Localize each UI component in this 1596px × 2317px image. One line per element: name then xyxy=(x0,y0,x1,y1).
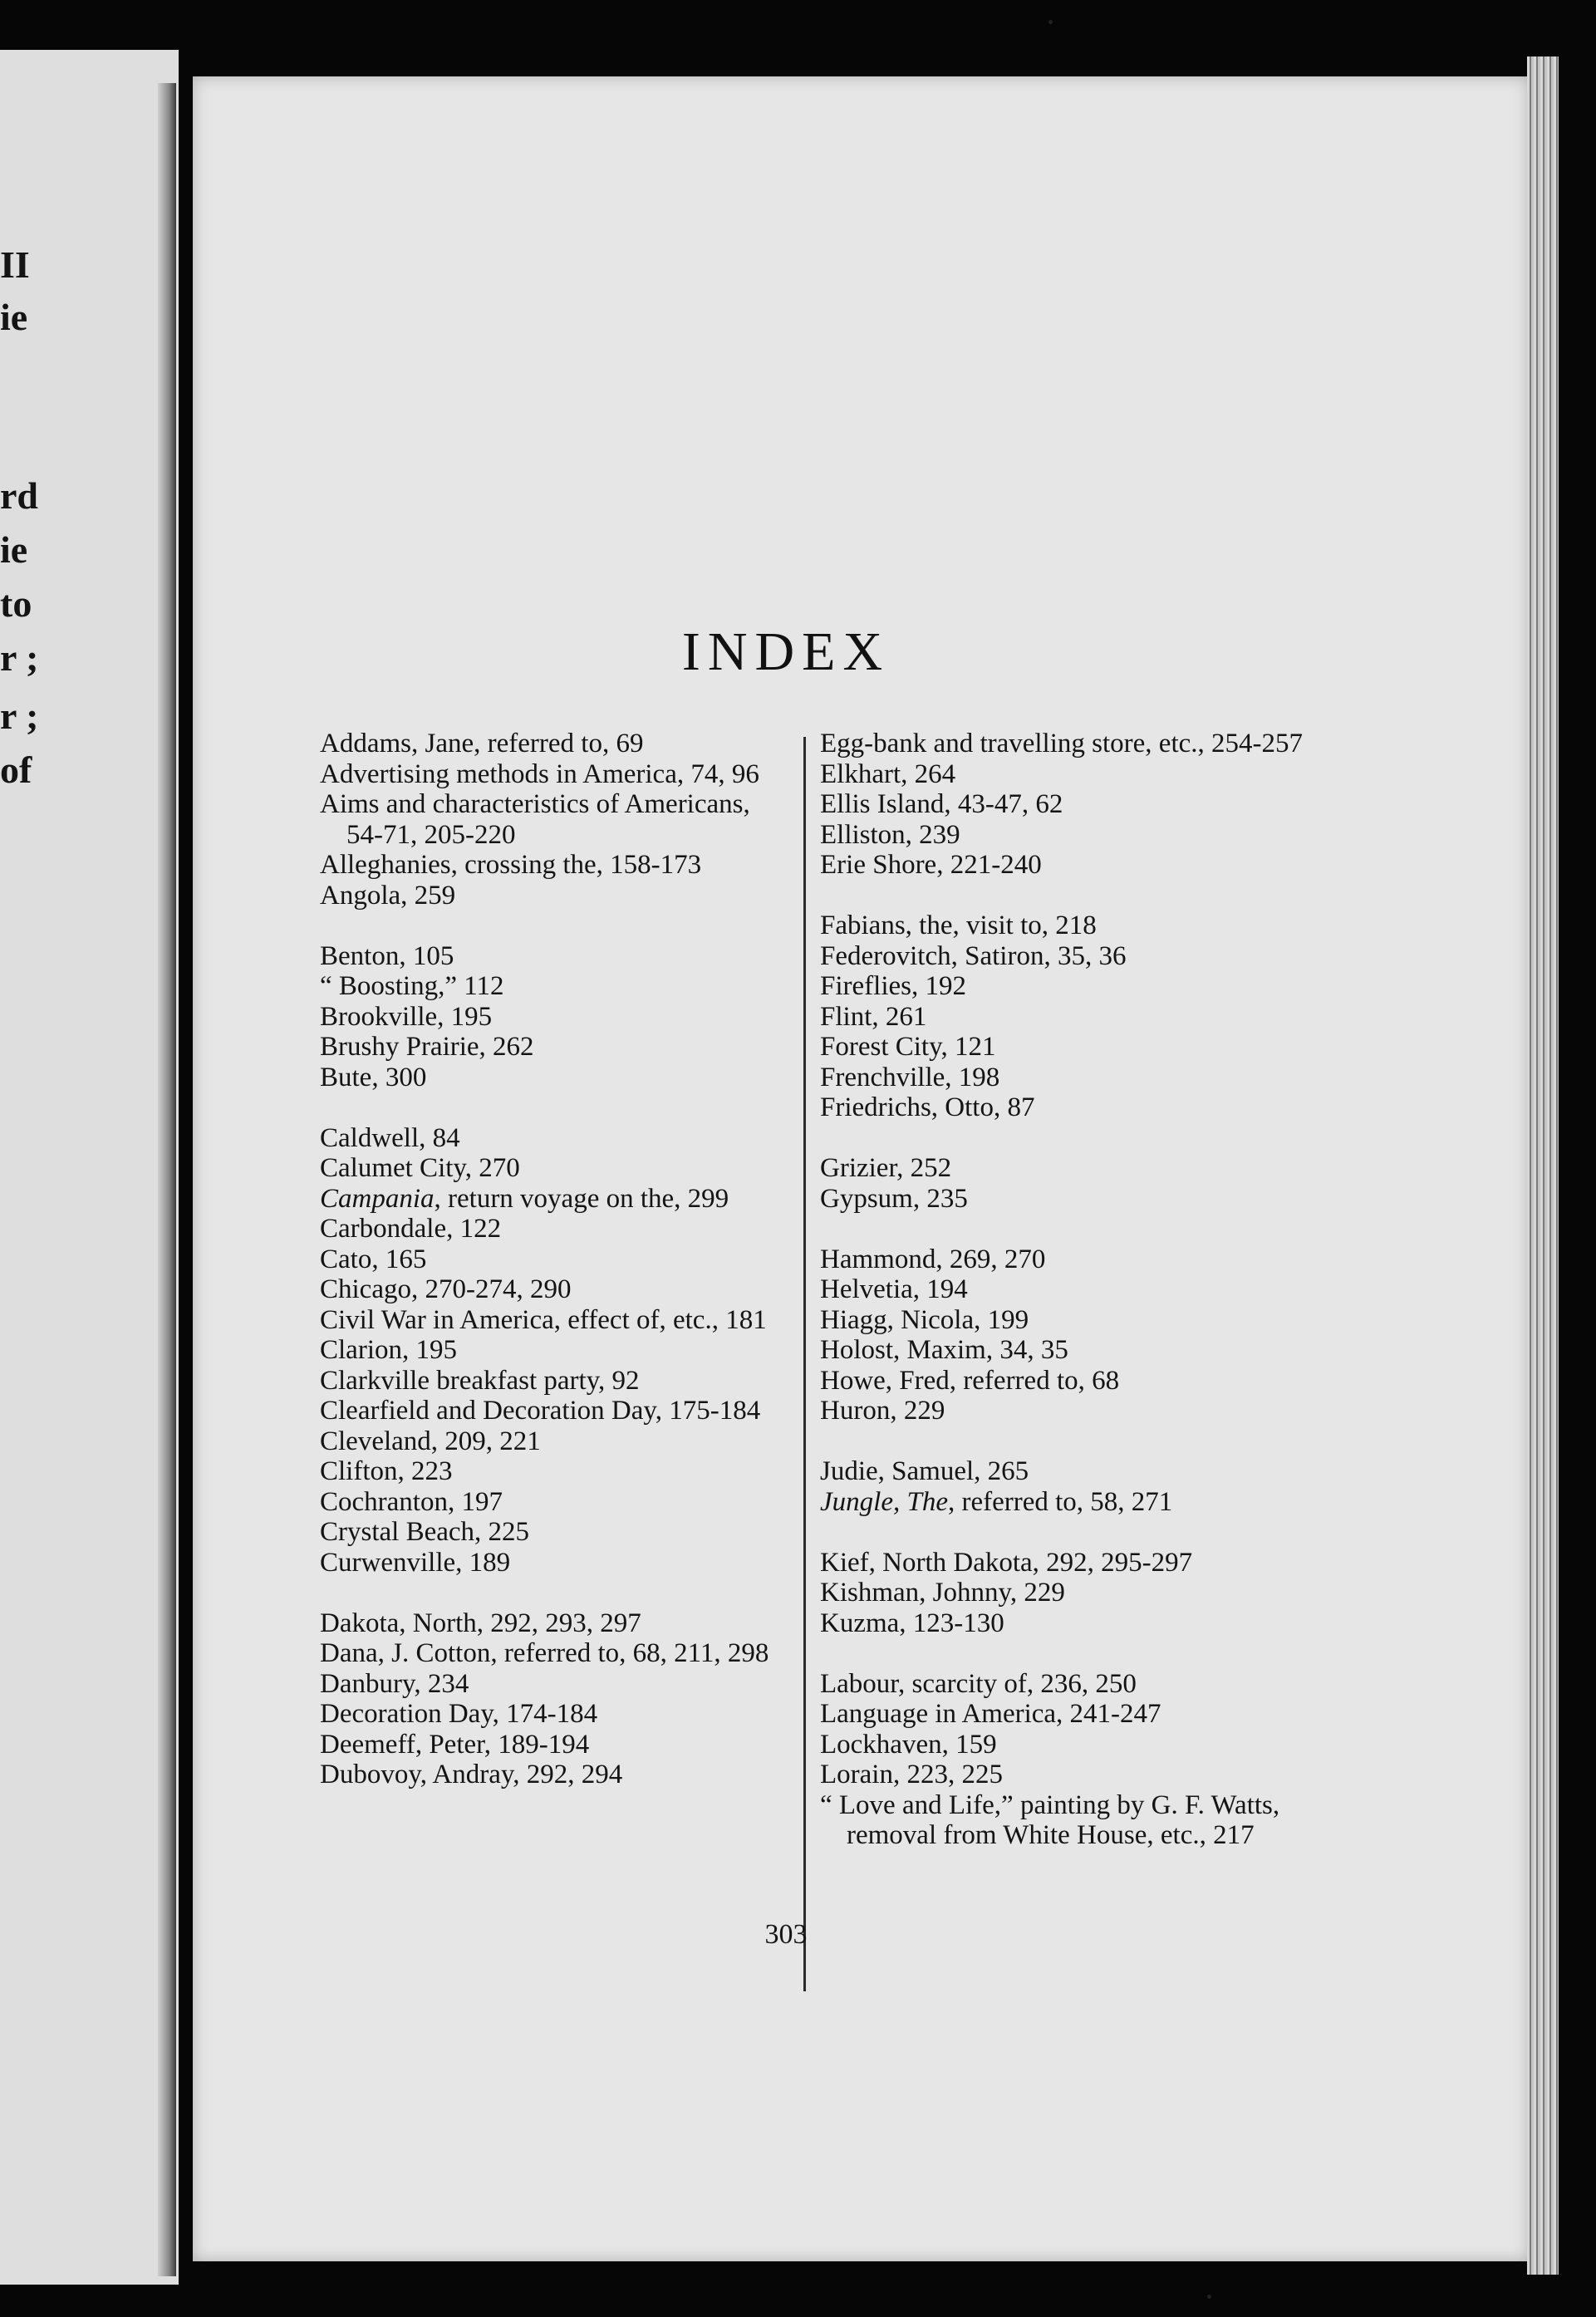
index-entry: Hammond, 269, 270 xyxy=(820,1244,1046,1274)
index-entry: Deemeff, Peter, 189-194 xyxy=(320,1729,590,1760)
index-entry: Chicago, 270-274, 290 xyxy=(320,1274,572,1304)
index-entry: Dana, J. Cotton, referred to, 68, 211, 298 xyxy=(320,1638,769,1668)
facing-page-fragment: of xyxy=(0,749,32,791)
index-entry: Friedrichs, Otto, 87 xyxy=(820,1092,1035,1122)
index-entry: Carbondale, 122 xyxy=(320,1214,502,1244)
index-entry: Erie Shore, 221-240 xyxy=(820,850,1042,880)
index-entry: Gypsum, 235 xyxy=(820,1183,968,1214)
index-entry: Danbury, 234 xyxy=(320,1668,469,1699)
index-entry: Fireflies, 192 xyxy=(820,971,966,1001)
index-entry: Elliston, 239 xyxy=(820,819,960,850)
facing-page-fragment: ie xyxy=(0,296,28,338)
index-entry: Curwenville, 189 xyxy=(320,1547,511,1578)
index-entry: Brushy Prairie, 262 xyxy=(320,1032,534,1062)
index-entry: Clifton, 223 xyxy=(320,1456,453,1486)
index-entry: Lorain, 223, 225 xyxy=(820,1760,1003,1789)
index-entry: Grizier, 252 xyxy=(820,1153,952,1183)
index-entry: Angola, 259 xyxy=(320,880,456,911)
index-entry: Dubovoy, Andray, 292, 294 xyxy=(320,1760,623,1789)
index-letter-group xyxy=(820,729,1319,881)
italic-title: Campania xyxy=(320,1183,435,1214)
index-entry: Helvetia, 194 xyxy=(820,1274,968,1304)
speck xyxy=(1207,2295,1211,2299)
index-entry: Cato, 165 xyxy=(320,1244,427,1274)
index-entry: Egg-bank and travelling store, etc., 254-257 xyxy=(820,729,1303,758)
index-entry: Civil War in America, effect of, etc., 181 xyxy=(320,1304,767,1335)
page-title: INDEX xyxy=(681,621,891,682)
index-letter-group xyxy=(820,1456,1319,1517)
index-entry: Aims and characteristics of Americans, 54-71, 205-220 xyxy=(320,789,750,850)
facing-page-fragment: ie xyxy=(0,528,28,571)
index-entry: Cochranton, 197 xyxy=(320,1486,503,1517)
index-entry: Brookville, 195 xyxy=(320,1001,493,1032)
facing-page-fragment: r ; xyxy=(0,695,39,737)
index-entry: Clearfield and Decoration Day, 175-184 xyxy=(320,1396,761,1426)
index-letter-group xyxy=(320,1608,785,1790)
speck xyxy=(1048,20,1053,24)
index-entry: Caldwell, 84 xyxy=(320,1122,460,1153)
facing-page-fragment: rd xyxy=(0,474,38,517)
italic-title: Jungle, The xyxy=(820,1486,948,1517)
index-entry: Judie, Samuel, 265 xyxy=(820,1456,1029,1486)
index-entry: Labour, scarcity of, 236, 250 xyxy=(820,1668,1137,1699)
index-entry: Dakota, North, 292, 293, 297 xyxy=(320,1608,641,1638)
index-column-right xyxy=(820,729,1319,1881)
index-letter-group xyxy=(820,1669,1319,1851)
index-entry: Kief, North Dakota, 292, 295-297 xyxy=(820,1547,1193,1578)
index-entry: Advertising methods in America, 74, 96 xyxy=(320,758,759,789)
index-letter-group xyxy=(820,1153,1319,1214)
index-letter-group xyxy=(320,729,785,911)
index-entry: Calumet City, 270 xyxy=(320,1153,520,1183)
index-entry: Decoration Day, 174-184 xyxy=(320,1699,598,1729)
index-entry: Kuzma, 123-130 xyxy=(820,1608,1004,1638)
page-edges xyxy=(1527,56,1559,2275)
index-entry: Hiagg, Nicola, 199 xyxy=(820,1304,1029,1335)
index-entry: Language in America, 241-247 xyxy=(820,1699,1161,1729)
index-entry: Frenchville, 198 xyxy=(820,1062,1000,1092)
index-entry: Benton, 105 xyxy=(320,940,454,971)
index-entry: “ Love and Life,” painting by G. F. Watts, removal from White House, etc., 217 xyxy=(820,1789,1280,1850)
index-entry: Howe, Fred, referred to, 68 xyxy=(820,1365,1120,1396)
index-entry: Elkhart, 264 xyxy=(820,758,956,789)
index-column-left xyxy=(320,729,785,1820)
index-entry: Federovitch, Satiron, 35, 36 xyxy=(820,940,1127,971)
index-letter-group xyxy=(820,1244,1319,1426)
facing-page-fragment: to xyxy=(0,582,32,625)
index-entry: Clarion, 195 xyxy=(320,1335,457,1365)
index-entry: Holost, Maxim, 34, 35 xyxy=(820,1335,1068,1365)
index-page xyxy=(193,76,1529,2261)
index-entry: Bute, 300 xyxy=(320,1062,427,1092)
index-entry: Alleghanies, crossing the, 158-173 xyxy=(320,850,702,880)
index-entry: Jungle, The, referred to, 58, 271 xyxy=(820,1486,1173,1517)
index-entry: Ellis Island, 43-47, 62 xyxy=(820,789,1063,819)
index-entry: Flint, 261 xyxy=(820,1001,927,1032)
index-letter-group xyxy=(320,1123,785,1578)
facing-page-fragment: II xyxy=(0,243,30,286)
index-entry: Fabians, the, visit to, 218 xyxy=(820,911,1097,940)
index-entry: Cleveland, 209, 221 xyxy=(320,1426,541,1456)
index-entry: Crystal Beach, 225 xyxy=(320,1517,530,1547)
index-entry: Clarkville breakfast party, 92 xyxy=(320,1365,640,1396)
index-entry: Kishman, Johnny, 229 xyxy=(820,1578,1065,1608)
index-entry: Campania, return voyage on the, 299 xyxy=(320,1183,729,1214)
facing-page-fragment: r ; xyxy=(0,636,39,679)
index-entry: Huron, 229 xyxy=(820,1396,945,1426)
index-entry: Forest City, 121 xyxy=(820,1032,996,1062)
index-letter-group xyxy=(820,1548,1319,1639)
index-letter-group xyxy=(320,941,785,1093)
column-divider xyxy=(803,737,806,1991)
index-entry: Lockhaven, 159 xyxy=(820,1729,997,1760)
index-entry: “ Boosting,” 112 xyxy=(320,971,504,1001)
index-entry: Addams, Jane, referred to, 69 xyxy=(320,729,644,758)
index-letter-group xyxy=(820,911,1319,1123)
page-number: 303 xyxy=(764,1919,808,1950)
